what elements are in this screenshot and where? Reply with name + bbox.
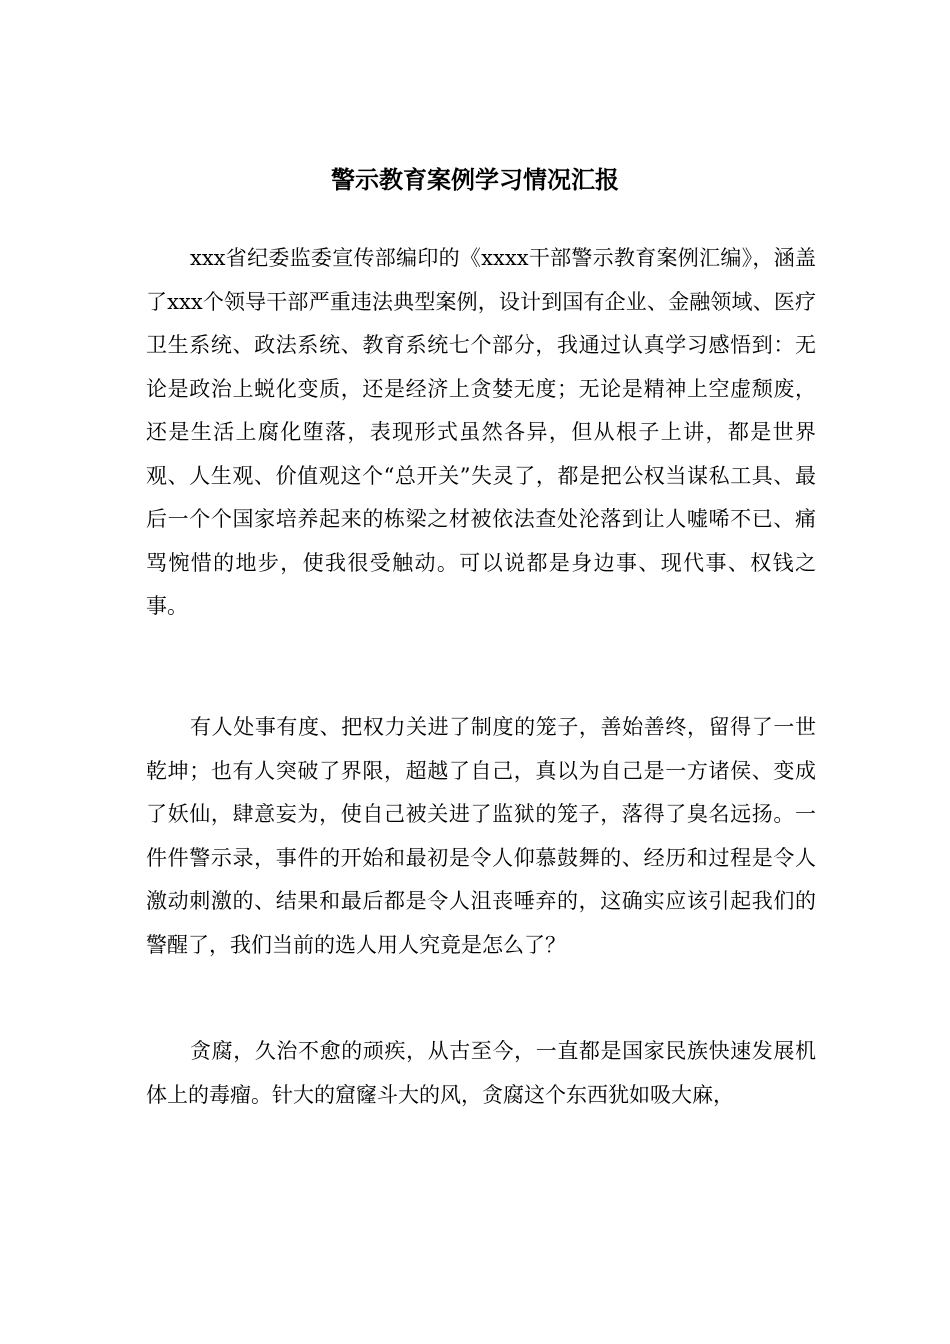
paragraph-2: 有人处事有度、把权力关进了制度的笼子，善始善终，留得了一世乾坤；也有人突破了界限，超越了自己，真以为自己是一方诸侯、变成了妖仙，肆意妄为，使自己被关进了监狱的笼子，落得了臭名远扬。一件件警示录，事件的开始和最初是令人仰慕鼓舞的、经历和过程是令人激动刺激的、结果和最后都是令人沮丧唾弃的，这确实应该引起我们的警醒了，我们当前的选人用人究竟是怎么了？ <box>146 715 816 957</box>
paragraph-3: 贪腐，久治不愈的顽疾，从古至今，一直都是国家民族快速发展机体上的毒瘤。针大的窟窿斗大的风，贪腐这个东西犹如吸大麻， <box>146 1039 816 1107</box>
document-title: 警示教育案例学习情况汇报 <box>331 166 619 194</box>
paragraph-1: xxx省纪委监委宣传部编印的《xxxx干部警示教育案例汇编》，涵盖了xxx个领导干部严重违法典型案例，设计到国有企业、金融领域、医疗卫生系统、政法系统、教育系统七个部分，我通过认真学习感悟到：无论是政治上蜕化变质，还是经济上贪婪无度；无论是精神上空虚颓废，还是生活上腐化堕落，表现形式虽然各异，但从根子上讲，都是世界观、人生观、价值观这个“总开关”失灵了，都是把公权当谋私工具、最后一个个国家培养起来的栋梁之材被依法查处沦落到让人嘘唏不已、痛骂惋惜的地步，使我很受触动。可以说都是身边事、现代事、权钱之事。 <box>146 246 816 618</box>
